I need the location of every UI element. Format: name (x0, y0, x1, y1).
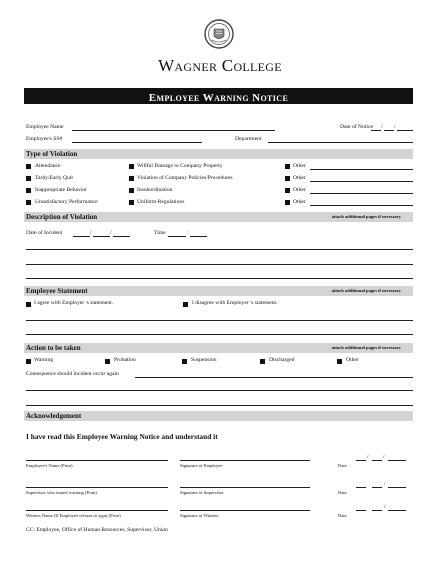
checkbox-unsatisfactory-performance[interactable] (26, 200, 31, 205)
violation-option-label: Uniform Regulations (137, 199, 185, 205)
form-title: Employee Warning Notice (148, 92, 289, 104)
other-field-2[interactable] (310, 181, 413, 182)
supervisor-signature-label: Signature of Supervisor (180, 490, 224, 495)
employee-name-field[interactable] (72, 130, 275, 131)
acknowledgement-header (24, 411, 413, 421)
checkbox-warning[interactable] (26, 359, 31, 364)
date-notice-month[interactable] (371, 130, 381, 131)
employee-statement-header (24, 286, 413, 296)
attach-note: attach additional pages if necessary (331, 345, 401, 350)
other-field-3[interactable] (310, 193, 413, 194)
violation-option-label: Tardy/Early Quit (35, 175, 73, 181)
violation-option-label: Other (293, 175, 306, 181)
type-of-violation-header (24, 149, 413, 159)
consequence-field[interactable] (135, 377, 413, 378)
checkbox-insubordination[interactable] (129, 188, 134, 193)
disagree-label: I disagree with Employer 's statement. (192, 300, 278, 306)
violation-option-label: Other (293, 199, 306, 205)
witness-signature-field[interactable] (180, 510, 310, 511)
checkbox-policy-violation[interactable] (129, 176, 134, 181)
supervisor-signature-field[interactable] (180, 487, 310, 488)
ack-date-3-month[interactable] (356, 510, 366, 511)
employee-name-print-label: Employee's Name (Print) (26, 463, 73, 468)
violation-option-label: Insubordination (137, 187, 173, 193)
checkbox-attendance[interactable] (26, 164, 31, 169)
violation-option-label: Other (293, 187, 306, 193)
violation-option-label: Attendance (35, 163, 61, 169)
checkbox-tardy[interactable] (26, 176, 31, 181)
section-title: Action to be taken (26, 344, 81, 352)
checkbox-willful-damage[interactable] (129, 164, 134, 169)
date-label: Date (338, 490, 347, 495)
violation-option-label: Inappropriate Behavior (35, 187, 88, 193)
description-line[interactable] (26, 278, 413, 279)
ack-date-2-month[interactable] (356, 487, 366, 488)
witness-name-print-label: Witness Name (If Employee refuses to sign) (Print) (26, 513, 121, 518)
incident-time-hour[interactable] (168, 236, 186, 237)
cc-line: CC: Employee, Office of Human Resources, Supervisor, Union (26, 527, 168, 533)
section-title: Description of Violation (26, 213, 98, 221)
violation-option-label: Violation of Company Policies/Procedures (137, 175, 233, 181)
incident-time-minute[interactable] (190, 236, 207, 237)
description-line[interactable] (26, 249, 413, 250)
action-header (24, 343, 413, 353)
employee-ssn-label: Employee's SS# (26, 136, 63, 142)
section-title: Type of Violation (26, 150, 78, 158)
action-option-label: Probation (114, 357, 136, 363)
checkbox-other-1[interactable] (285, 164, 290, 169)
checkbox-uniform-regulations[interactable] (129, 200, 134, 205)
employee-name-print-field[interactable] (26, 460, 168, 461)
action-option-label: Warning (34, 357, 54, 363)
witness-signature-label: Signature of Witness (180, 513, 219, 518)
ack-date-2-day[interactable] (372, 487, 382, 488)
date-label: Date (338, 513, 347, 518)
violation-option-label: Other (293, 163, 306, 169)
violation-option-label: Willful Damage to Company Property (137, 163, 223, 169)
department-field[interactable] (268, 142, 413, 143)
date-of-notice-label: Date of Notice (340, 124, 373, 130)
college-name: Wagner College (158, 56, 282, 75)
ack-date-1-day[interactable] (372, 460, 382, 461)
checkbox-other-4[interactable] (285, 200, 290, 205)
consequence-label: Consequence should incident occur again (26, 371, 119, 377)
department-label: Department (235, 136, 262, 142)
consequence-line[interactable] (26, 390, 413, 391)
ack-date-2-year[interactable] (388, 487, 406, 488)
consequence-line[interactable] (26, 405, 413, 406)
checkbox-suspension[interactable] (182, 359, 187, 364)
action-option-label: Suspension (191, 357, 217, 363)
incident-year[interactable] (113, 236, 130, 237)
employee-ssn-field[interactable] (72, 142, 202, 143)
action-option-label: Other (346, 357, 359, 363)
checkbox-other-3[interactable] (285, 188, 290, 193)
college-seal-icon (203, 18, 235, 50)
date-of-incident-label: Date of Incident (26, 230, 63, 236)
other-field-1[interactable] (310, 169, 413, 170)
ack-date-3-year[interactable] (388, 510, 406, 511)
incident-month[interactable] (73, 236, 90, 237)
incident-day[interactable] (93, 236, 110, 237)
ack-date-3-day[interactable] (372, 510, 382, 511)
employee-name-label: Employee Name (26, 124, 64, 130)
section-title: Employee Statement (26, 287, 88, 295)
description-header (24, 212, 413, 222)
violation-option-label: Unsatisfactory Performance (35, 199, 98, 205)
acknowledgement-statement: I have read this Employee Warning Notice and understand it (26, 432, 218, 441)
checkbox-agree[interactable] (26, 302, 31, 307)
section-title: Acknowledgement (26, 412, 82, 420)
agree-label: I agree with Employer 's statement. (34, 300, 113, 306)
statement-line[interactable] (26, 334, 413, 335)
checkbox-probation[interactable] (105, 359, 110, 364)
witness-name-print-field[interactable] (26, 510, 168, 511)
supervisor-name-print-field[interactable] (26, 487, 168, 488)
employee-signature-label: Signature of Employee (180, 463, 223, 468)
attach-note: attach additional pages if necessary (331, 288, 401, 293)
attach-note: attach additional pages if necessary (331, 214, 401, 219)
time-label: Time (154, 230, 166, 236)
checkbox-discharged[interactable] (260, 359, 265, 364)
date-label: Date (338, 463, 347, 468)
date-notice-day[interactable] (384, 130, 394, 131)
employee-signature-field[interactable] (180, 460, 310, 461)
form-title-banner (24, 88, 413, 104)
checkbox-inappropriate-behavior[interactable] (26, 188, 31, 193)
supervisor-name-print-label: Supervisor who issued warning (Print) (26, 490, 97, 495)
ack-date-1-month[interactable] (356, 460, 366, 461)
other-field-4[interactable] (310, 205, 413, 206)
description-line[interactable] (26, 264, 413, 265)
statement-line[interactable] (26, 320, 413, 321)
action-option-label: Discharged (269, 357, 295, 363)
ack-date-1-year[interactable] (388, 460, 406, 461)
date-notice-year[interactable] (397, 130, 413, 131)
checkbox-disagree[interactable] (183, 302, 188, 307)
checkbox-other-2[interactable] (285, 176, 290, 181)
checkbox-other-action[interactable] (337, 359, 342, 364)
